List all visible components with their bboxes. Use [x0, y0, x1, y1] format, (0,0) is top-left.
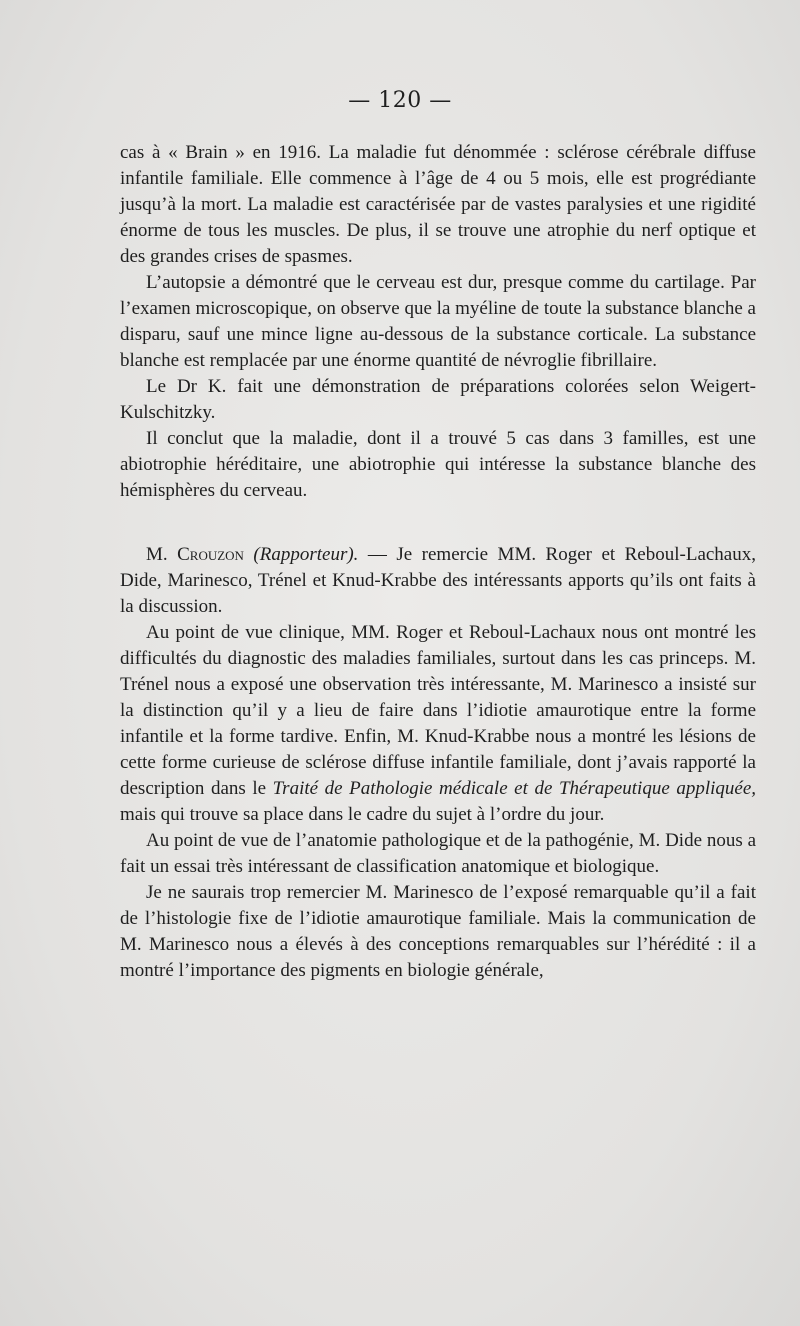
book-title: Traité de Pathologie médicale et de Thérapeutique appliquée,	[272, 778, 756, 799]
body-text	[120, 140, 756, 984]
speaker-name: Crouzon	[177, 544, 244, 565]
section-gap	[120, 504, 756, 542]
paragraph: Le Dr K. fait une démonstration de préparations colorées selon Weigert-Kulschitzky.	[120, 376, 756, 423]
page-number: — 120 —	[348, 88, 452, 113]
paragraph-text: Au point de vue clinique, MM. Roger et Reboul-Lachaux nous ont montré les difficultés du diagnostic des maladies familiales, surtout dans les cas princeps. M. Trénel nous a exposé une observation très intéressante, M. Marinesco a insisté sur la distinction qu’il y a lieu de faire dans l’idiotie amaurotique entre la forme infantile et la forme tardive. Enfin, M. Knud-Krabbe nous a montré les lésions de cette forme curieuse de sclérose diffuse infantile familiale, dont j’avais rapporté la description dans le	[120, 622, 756, 799]
speaker-prefix: M.	[146, 544, 178, 565]
paragraph: Je ne saurais trop remercier M. Marinesco de l’exposé remarquable qu’il a fait de l’histologie fixe de l’idiotie amaurotique familiale. Mais la communication de M. Marinesco nous a élevés à des conceptions remarquables sur l’hérédité : il a montré l’importance des pigments en biologie générale,	[120, 882, 756, 981]
speaker-role: (Rapporteur).	[253, 544, 359, 565]
paragraph: Il conclut que la maladie, dont il a trouvé 5 cas dans 3 familles, est une abiotrophie héréditaire, une abiotrophie qui intéresse la substance blanche des hémisphères du cerveau.	[120, 428, 756, 501]
paragraph	[120, 542, 756, 620]
paragraph	[120, 620, 756, 828]
paragraph-text: — Je remercie MM. Roger et Reboul-Lachaux, Dide, Marinesco, Trénel et Knud-Krabbe des intéressants apports qu’ils ont faits à la discussion.	[120, 544, 756, 617]
paragraph: Au point de vue de l’anatomie pathologique et de la pathogénie, M. Dide nous a fait un essai très intéressant de classification anatomique et biologique.	[120, 830, 756, 877]
paragraph: cas à « Brain » en 1916. La maladie fut dénommée : sclérose cérébrale diffuse infantile familiale. Elle commence à l’âge de 4 ou 5 mois, elle est progrédiante jusqu’à la mort. La maladie est caractérisée par de vastes paralysies et une rigidité énorme de tous les muscles. De plus, il se trouve une atrophie du nerf optique et des grandes crises de spasmes.	[120, 142, 756, 267]
paragraph-text: mais qui trouve sa place dans le cadre du sujet à l’ordre du jour.	[120, 804, 605, 825]
paragraph: L’autopsie a démontré que le cerveau est dur, presque comme du cartilage. Par l’examen microscopique, on observe que la myéline de toute la substance blanche a disparu, sauf une mince ligne au-dessous de la substance corticale. La substance blanche est remplacée par une énorme quantité de névroglie fibrillaire.	[120, 272, 756, 371]
